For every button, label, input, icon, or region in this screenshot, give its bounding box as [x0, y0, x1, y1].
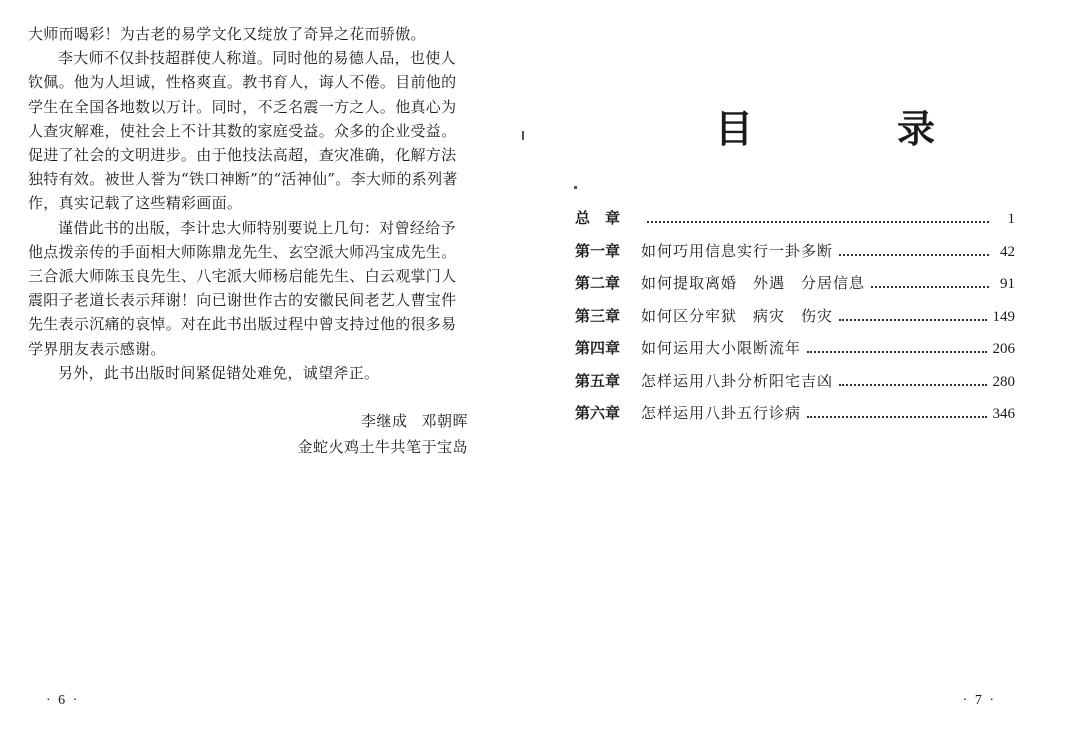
toc-title-char: 录 — [896, 107, 935, 151]
toc-page-number: 91 — [1000, 276, 1015, 292]
toc-page-number: 346 — [992, 406, 1015, 422]
table-of-contents — [575, 207, 1015, 435]
page-number-right: · 7 · — [962, 693, 996, 708]
toc-entry[interactable] — [575, 272, 1015, 305]
toc-chapter-title: 怎样运用八卦五行诊病 — [641, 404, 802, 422]
scan-speck — [574, 186, 577, 189]
paragraph: 李大师不仅卦技超群使人称道。同时他的易德人品，也使人钦佩。他为人坦诚，性格爽直。教书育人，诲人不倦。目前他的学生在全国各地数以万计。同时，不乏名震一方之人。他真心为人查灾解难，使社会上不计其数的家庭受益。众多的企业受益。促进了社会的文明进步。由于他技法高超，查灾准确，化解方法独特有效。被世人誉为“铁口神断”的“活神仙”。李大师的系列著作，真实记载了这些精彩画面。 — [28, 49, 458, 213]
toc-chapter: 第一章 — [575, 241, 621, 260]
signature-note: 金蛇火鸡土牛共笔于宝岛 — [297, 438, 468, 456]
toc-chapter: 总章 — [575, 209, 636, 227]
toc-page-number: 42 — [1000, 243, 1015, 260]
toc-chapter: 第六章 — [575, 404, 621, 422]
toc-entry[interactable] — [575, 305, 1015, 338]
toc-chapter: 第三章 — [575, 306, 621, 325]
toc-chapter-title: 如何运用大小限断流年 — [641, 339, 802, 357]
scan-speck — [522, 131, 524, 140]
toc-entry[interactable] — [575, 337, 1015, 370]
toc-page-number: 206 — [992, 341, 1015, 357]
toc-chapter-title: 如何区分牢狱 病灾 伤灾 — [641, 306, 834, 325]
toc-leader-dots — [839, 319, 986, 321]
right-page — [537, 0, 1074, 730]
toc-page-number: 280 — [992, 373, 1015, 390]
left-page — [0, 0, 500, 730]
toc-leader-dots — [807, 351, 986, 353]
signature-names — [361, 410, 468, 431]
toc-chapter: 第五章 — [575, 371, 621, 390]
paragraph: 谨借此书的出版，李计忠大师特别要说上几句：对曾经给予他点拨亲传的手面相大师陈鼎龙先生、玄空派大师冯宝成先生。三合派大师陈玉良先生、八宅派大师杨启能先生、白云观掌门人震阳子老道长表示拜谢！向已谢世作古的安徽民间老艺人曹宝件先生表示沉痛的哀悼。对在此书出版过程中曾支持过他的很多易学界朋友表示感谢。 — [28, 218, 457, 358]
toc-chapter-title: 如何巧用信息实行一卦多断 — [641, 241, 834, 260]
toc-chapter-title: 怎样运用八卦分析阳宅吉凶 — [641, 371, 834, 390]
page-number-left: · 6 · — [46, 693, 80, 708]
author-name: 邓朝晖 — [421, 412, 468, 430]
toc-entry[interactable] — [575, 240, 1015, 273]
toc-chapter: 第二章 — [575, 274, 621, 292]
toc-title-char: 目 — [715, 107, 754, 151]
toc-entry[interactable] — [575, 207, 1015, 240]
toc-entry[interactable] — [575, 402, 1015, 435]
toc-entry[interactable] — [575, 370, 1015, 403]
toc-leader-dots — [871, 286, 989, 288]
toc-leader-dots — [807, 416, 986, 418]
toc-page-number: 1 — [1007, 211, 1015, 227]
toc-leader-dots — [839, 254, 989, 256]
paragraph: 另外，此书出版时间紧促错处难免，诚望斧正。 — [58, 363, 380, 382]
toc-title — [715, 98, 935, 153]
preface-body — [28, 22, 468, 385]
toc-chapter-title: 如何提取离婚 外遇 分居信息 — [641, 274, 866, 292]
paragraph: 大师而喝彩！为古老的易学文化又绽放了奇异之花而骄傲。 — [28, 25, 426, 43]
toc-page-number: 149 — [992, 308, 1015, 325]
author-name: 李继成 — [360, 412, 408, 430]
toc-chapter: 第四章 — [575, 339, 621, 357]
toc-leader-dots — [647, 221, 989, 223]
toc-leader-dots — [839, 384, 986, 386]
